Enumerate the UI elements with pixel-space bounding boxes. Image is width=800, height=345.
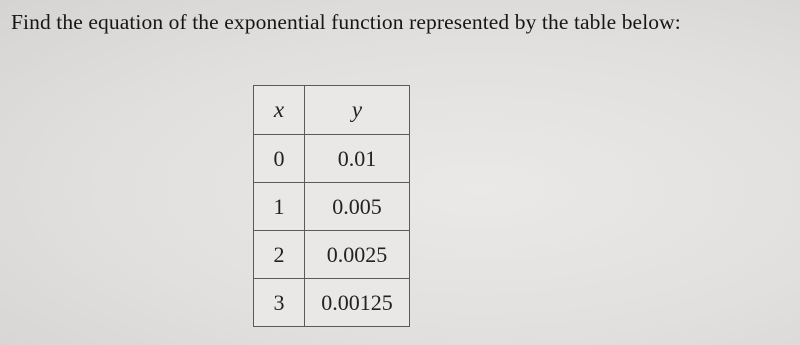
header-y: y: [305, 86, 410, 135]
table-header-row: [254, 86, 410, 135]
cell-y: 0.01: [305, 135, 410, 183]
cell-x: 0: [254, 135, 305, 183]
table-row: [254, 279, 410, 327]
cell-y: 0.005: [305, 183, 410, 231]
cell-x: 2: [254, 231, 305, 279]
table-row: [254, 135, 410, 183]
values-table: [253, 85, 410, 327]
table-row: [254, 183, 410, 231]
cell-y: 0.00125: [305, 279, 410, 327]
cell-y: 0.0025: [305, 231, 410, 279]
cell-x: 1: [254, 183, 305, 231]
table-row: [254, 231, 410, 279]
header-x: x: [254, 86, 305, 135]
question-text: Find the equation of the exponential function represented by the table below:: [11, 10, 681, 34]
cell-x: 3: [254, 279, 305, 327]
